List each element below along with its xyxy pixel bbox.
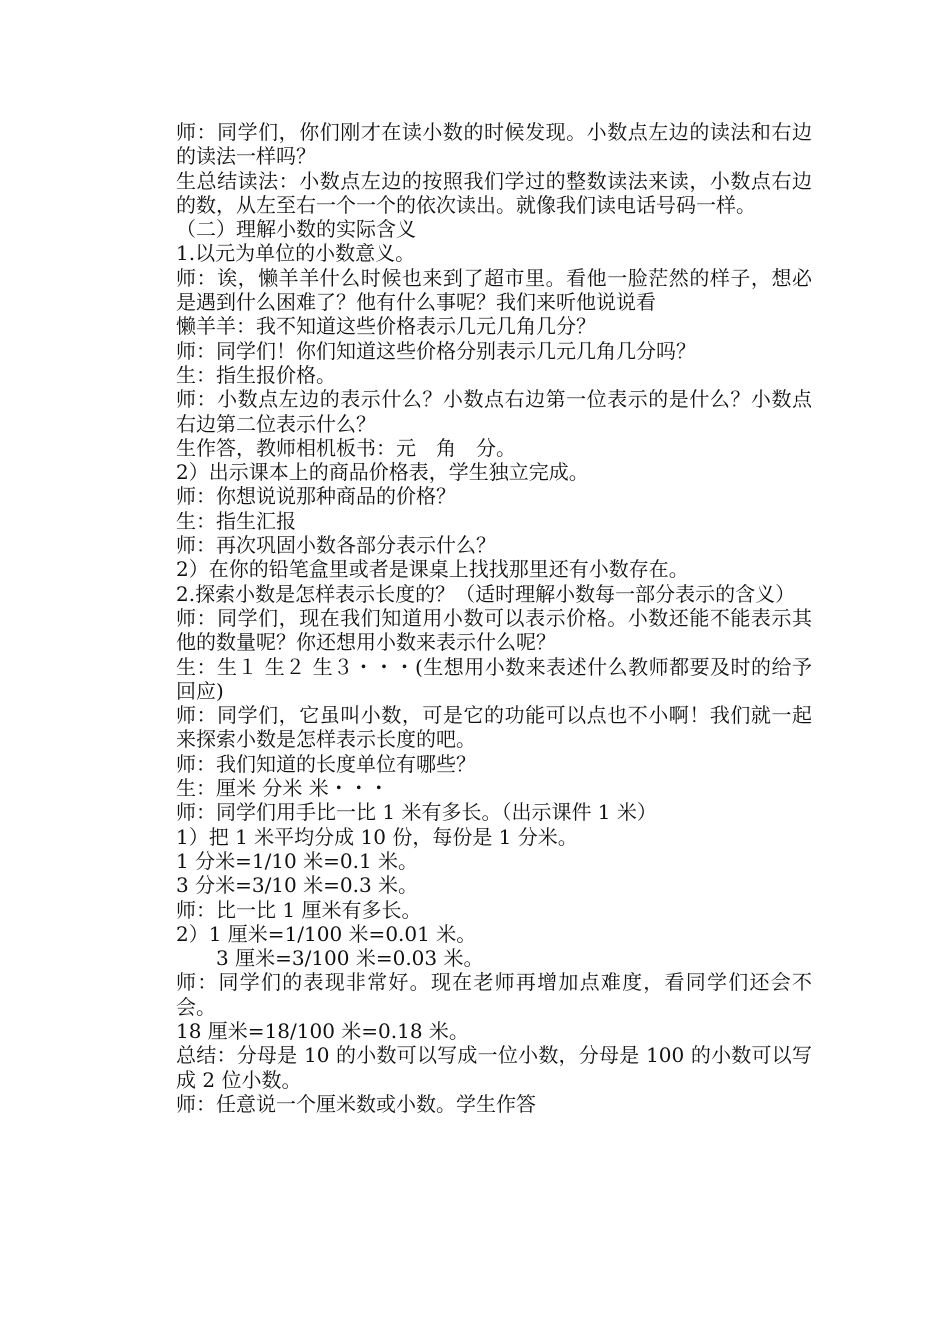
paragraph: 生作答，教师相机板书：元 角 分。 <box>176 435 516 460</box>
paragraph: 2）在你的铅笔盒里或者是课桌上找找那里还有小数存在。 <box>176 557 689 582</box>
paragraph: 生：生１ 生２ 生３・・・(生想用小数来表述什么教师都要及时的给予回应) <box>176 654 812 703</box>
paragraph: 生：指生汇报 <box>176 508 296 533</box>
subsection-heading: 2.探索小数是怎样表示长度的？（适时理解小数每一部分表示的含义） <box>176 581 796 606</box>
paragraph: 生总结读法：小数点左边的按照我们学过的整数读法来读，小数点右边的数，从左至右一个一个的依次读出。就像我们读电话号码一样。 <box>176 168 812 217</box>
paragraph: 师：同学们用手比一比 1 米有多长。（出示课件 1 米） <box>176 800 657 825</box>
paragraph: 师：比一比 1 厘米有多长。 <box>176 897 422 922</box>
paragraph: 师：同学们，它虽叫小数，可是它的功能可以点也不小啊！我们就一起来探索小数是怎样表示长度的吧。 <box>176 703 812 752</box>
paragraph: 2）出示课本上的商品价格表，学生独立完成。 <box>176 460 589 485</box>
paragraph: 1 分米=1/10 米=0.1 米。 <box>176 848 419 873</box>
paragraph: 师：小数点左边的表示什么？小数点右边第一位表示的是什么？小数点右边第二位表示什么？ <box>176 387 812 436</box>
paragraph: 师：同学们的表现非常好。现在老师再增加点难度，看同学们还会不会。 <box>176 970 812 1019</box>
subsection-heading: 1.以元为单位的小数意义。 <box>176 241 416 266</box>
section-heading: （二）理解小数的实际含义 <box>176 217 416 242</box>
paragraph: 师：同学们，你们刚才在读小数的时候发现。小数点左边的读法和右边的读法一样吗？ <box>176 120 812 169</box>
paragraph: 师：诶，懒羊羊什么时候也来到了超市里。看他一脸茫然的样子，想必是遇到什么困难了？他有什么事呢？我们来听他说说看 <box>176 265 812 315</box>
paragraph: 懒羊羊：我不知道这些价格表示几元几角几分？ <box>176 314 596 339</box>
paragraph: 3 厘米=3/100 米=0.03 米。 <box>216 946 484 971</box>
paragraph: 师：任意说一个厘米数或小数。学生作答 <box>176 1091 536 1116</box>
paragraph: 1）把 1 米平均分成 10 份，每份是 1 分米。 <box>176 824 578 849</box>
paragraph: 师：同学们，现在我们知道用小数可以表示价格。小数还能不能表示其他的数量呢？你还想用小数来表示什么呢？ <box>176 605 812 655</box>
paragraph: 生：厘米 分米 米・・・ <box>176 776 389 801</box>
paragraph: 3 分米=3/10 米=0.3 米。 <box>176 873 419 898</box>
paragraph: 师：再次巩固小数各部分表示什么？ <box>176 533 496 558</box>
paragraph: 2）1 厘米=1/100 米=0.01 米。 <box>176 921 477 946</box>
paragraph: 师：你想说说那种商品的价格？ <box>176 484 456 509</box>
paragraph: 总结：分母是 10 的小数可以写成一位小数，分母是 100 的小数可以写成 2 位小数。 <box>176 1043 812 1092</box>
paragraph: 师：同学们！你们知道这些价格分别表示几元几角几分吗？ <box>176 338 696 363</box>
paragraph: 生：指生报价格。 <box>176 362 336 387</box>
paragraph: 师：我们知道的长度单位有哪些？ <box>176 751 476 776</box>
paragraph: 18 厘米=18/100 米=0.18 米。 <box>176 1018 469 1043</box>
document-page <box>176 120 812 1116</box>
